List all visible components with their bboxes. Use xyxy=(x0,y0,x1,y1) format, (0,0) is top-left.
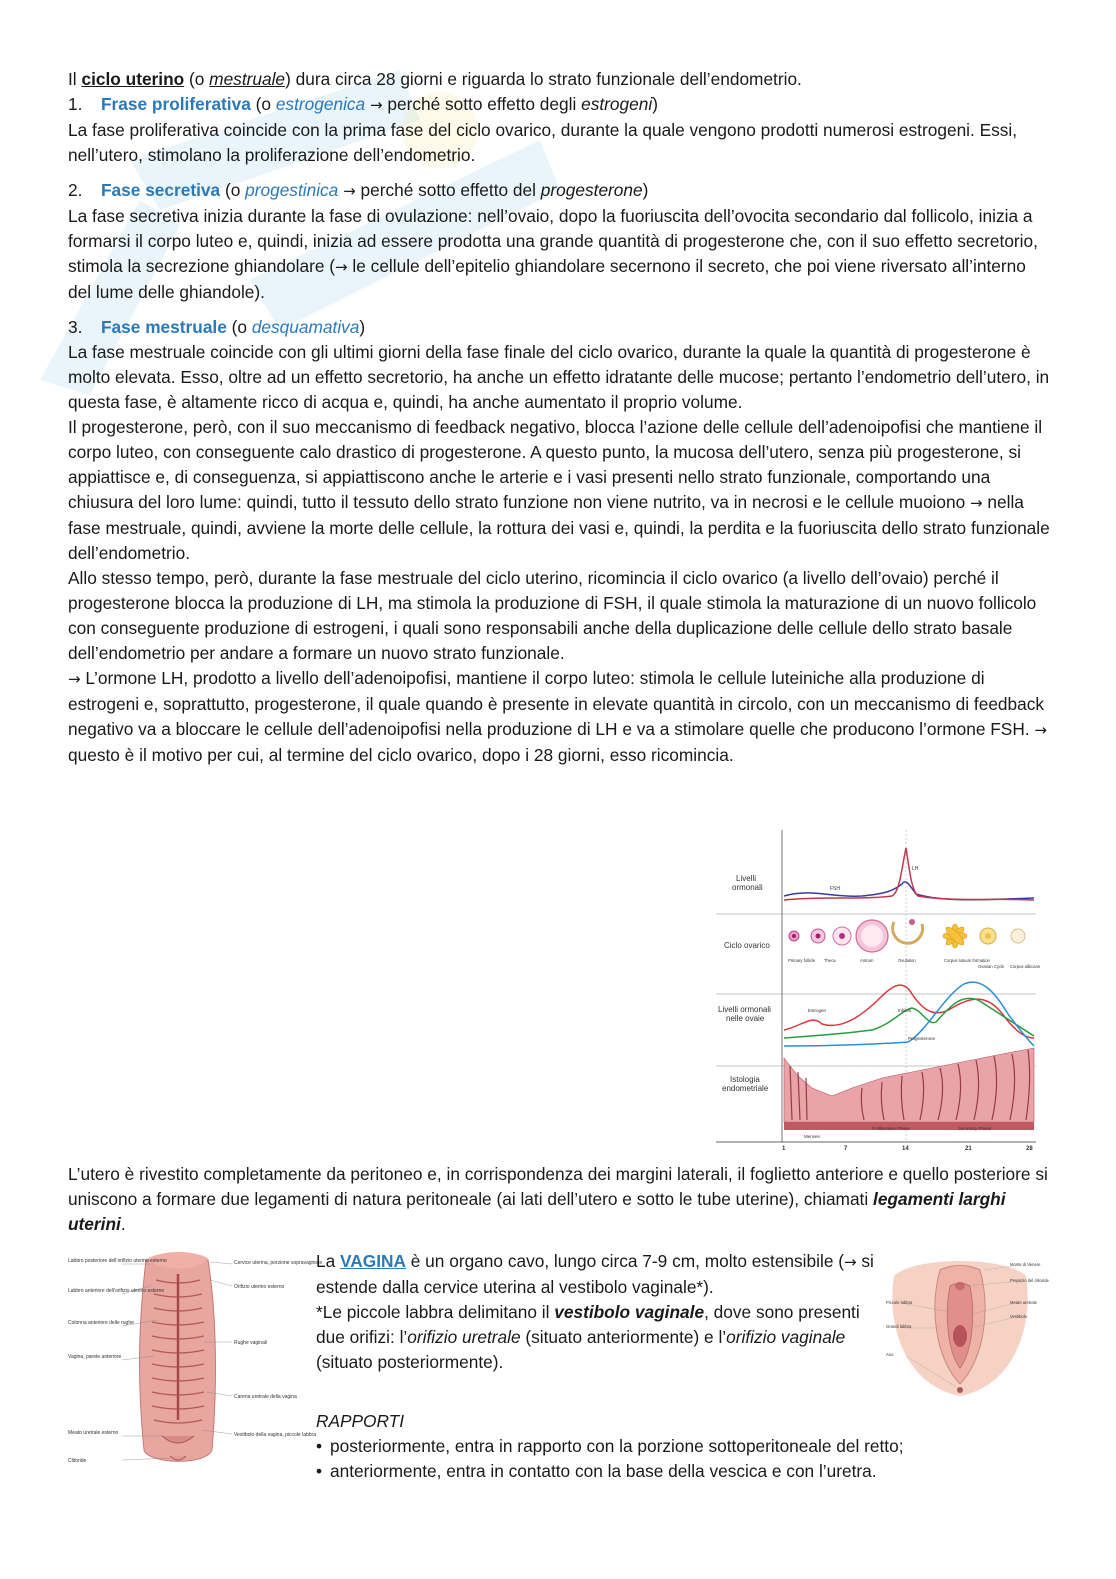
phase1-body: La fase proliferativa coincide con la prima fase del ciclo ovarico, durante la quale vengono prodotti numerosi estrogeni. Essi, nell’utero, stimolano la proliferazione dell’endometrio. xyxy=(68,120,1018,165)
vulva-label-l2: Grandi labbra xyxy=(886,1324,912,1329)
phase2-body-b: le cellule dell’epitelio ghiandolare secernono il secreto, che poi viene riversato all’interno del lume delle ghiandole). xyxy=(68,256,1026,302)
estrogen-label: Estrogen xyxy=(808,1008,827,1013)
phase3-title: Fase mestruale xyxy=(101,317,227,337)
note-d: (situato posteriormente). xyxy=(316,1352,504,1372)
vagina-note xyxy=(316,1300,876,1375)
inhibin-label: Inhibin xyxy=(898,1008,912,1013)
vag-label-l1: Labbro posteriore dell’orifizio uterino esterno xyxy=(68,1258,167,1264)
phase2-hormone: progesterone xyxy=(540,180,643,200)
term-vagina: VAGINA xyxy=(340,1251,406,1271)
phase3-heading xyxy=(68,315,1053,340)
term-vestibolo: vestibolo vaginale xyxy=(554,1302,705,1322)
vagina-la: La xyxy=(316,1251,341,1271)
vagina-definition xyxy=(316,1249,876,1300)
vulva-label-r1: Monte di Venere xyxy=(1010,1262,1041,1267)
arrow-icon: → xyxy=(335,258,348,276)
note-c: (situato anteriormente) e l’ xyxy=(520,1327,727,1347)
phase3-close: ) xyxy=(359,317,366,337)
rapporti-item xyxy=(316,1459,1056,1484)
phase1-heading xyxy=(68,92,1053,118)
vulva-label-l3: Ano xyxy=(886,1352,894,1357)
row-label-ovary-hormones-1: Livelli ormonali xyxy=(718,1005,771,1014)
phase1-title: Frase proliferativa xyxy=(101,94,251,114)
phase1-mid: perché sotto effetto degli xyxy=(382,94,582,114)
row-label-ovary-hormones-2: nelle ovaie xyxy=(726,1014,765,1023)
term-orifizio-vaginale: orifizio vaginale xyxy=(726,1327,846,1347)
vulva-label-l1: Piccole labbra xyxy=(886,1300,913,1305)
utero-end: . xyxy=(120,1214,126,1234)
ovarian-stages xyxy=(789,919,1025,952)
phase-proliferative: Proliferative Phase xyxy=(872,1126,910,1131)
phase-secretory: Secretory Phase xyxy=(958,1126,992,1131)
day-14: 14 xyxy=(902,1146,909,1152)
vulva-illustration xyxy=(884,1256,1049,1398)
phase3-body4-text: L’ormone LH, prodotto a livello dell’adenoipofisi, mantiene il corpo luteo: stimola le cellule luteiniche alla produzione di estrogeni e, soprattutto, progesterone, il quale quando è presente in elevate quantità in circolo, con un meccanismo di feedback negativo va a bloccare le cellule dell’adenoipofisi nella produzione di LH e va a stimolare quelle che producono l’ormone FSH. xyxy=(68,668,1045,739)
note-b: , dove sono presenti due orifizi: l’ xyxy=(316,1302,860,1347)
term-ciclo-uterino: ciclo uterino xyxy=(81,69,185,89)
phase1-open: (o xyxy=(250,94,276,114)
intro-paragraph xyxy=(68,67,1053,92)
phase3-body1: La fase mestruale coincide con gli ultimi giorni della fase finale del ciclo ovarico, durante la quale la quantità di progesterone è molto elevata. Esso, oltre ad un effetto secretorio, ha anche un effetto idratante delle mucose; pertanto l’endometrio dell’utero, in questa fase, è altamente ricco di acqua e, quindi, ha anche aumentato il proprio volume. xyxy=(68,342,1050,412)
rapporti-section xyxy=(316,1409,1056,1484)
utero-text: L’utero è rivestito completamente da peritoneo e, in corrispondenza dei margini laterali, il foglietto anteriore e quello posteriore si uniscono a formare due legamenti di natura peritoneale (ai lati dell’utero e sotto le tube uterine), chiamati xyxy=(68,1164,1048,1209)
vagina-section-illustration xyxy=(66,1250,323,1472)
phase2-close: ) xyxy=(642,180,649,200)
lh-label: LH xyxy=(912,866,919,872)
vulva-label-r4: Vestibolo xyxy=(1010,1314,1027,1319)
term-mestruale: mestruale xyxy=(209,69,286,89)
stage-theca: Theca xyxy=(824,958,836,963)
phase3-body2-a: Il progesterone, però, con il suo meccanismo di feedback negativo, blocca l’azione delle cellule dell’adenoipofisi che mantiene il corpo luteo, con conseguente calo drastico di progesterone. A questo punto, la mucosa dell’utero, senza più progesterone, si appiattisce e, di conseguenza, si appiattiscono anche le arterie e i vasi presenti nello strato funzionale, comportando una chiusura del loro lume: quindi, tutto il tessuto dello strato funzione non viene nutrito, va in necrosi e le cellule muoiono xyxy=(68,417,1043,512)
arrow-icon: → xyxy=(1034,721,1047,739)
phase1-hormone: estrogeni xyxy=(581,94,653,114)
note-a: *Le piccole labbra delimitano il xyxy=(316,1302,555,1322)
fsh-curve xyxy=(784,882,1034,900)
arrow-icon: → xyxy=(843,1253,857,1271)
term-legamenti-larghi: legamenti larghi uterini xyxy=(68,1189,1006,1234)
phase2-open: (o xyxy=(220,180,246,200)
stage-corpus-albicans: Corpus albicans xyxy=(1010,964,1041,969)
intro-prefix: Il xyxy=(68,69,82,89)
rapporti-item xyxy=(316,1434,1056,1459)
phase3-open: (o xyxy=(226,317,252,337)
row-label-hormone-1: Livelli xyxy=(736,874,757,883)
phase2-body-a: La fase secretiva inizia durante la fase di ovulazione: nell’ovaio, dopo la fuoriuscita dell’ovocita secondario dal follicolo, inizia a formarsi il corpo luteo e, quindi, inizia ad essere prodotta una grande quantità di progesterone che, con il suo effetto secretorio, stimola la secrezione ghiandolare ( xyxy=(68,206,1038,276)
inhibin-curve xyxy=(784,998,1034,1038)
phase3-number: 3. xyxy=(68,317,83,337)
stage-ovulation: Ovulation xyxy=(898,958,916,963)
row-label-hormone-2: ormonali xyxy=(732,883,763,892)
phase2-alt: progestinica xyxy=(245,180,339,200)
arrow-icon: → xyxy=(369,96,383,114)
menstrual-cycle-figure xyxy=(712,826,1040,1152)
phase3-alt: desquamativa xyxy=(251,317,360,337)
vag-label-l4: Vagina, parete anteriore xyxy=(68,1354,122,1360)
fsh-label: FSH xyxy=(830,886,840,892)
day-28: 28 xyxy=(1026,1146,1033,1152)
stage-primary-follicle: Primary follicle xyxy=(788,958,816,963)
main-text xyxy=(68,67,1053,768)
stage-corpus-luteum: Corpus luteum formation xyxy=(944,958,990,963)
rapporti-item-text: anteriormente, entra in contatto con la base della vescica e con l’uretra. xyxy=(330,1461,877,1481)
phase2-number: 2. xyxy=(68,180,83,200)
phase3-body4 xyxy=(68,666,1053,768)
stage-antrum: Antrum xyxy=(860,958,874,963)
phase3-body2-b: nella fase mestruale, quindi, avviene la morte delle cellule, la rottura dei vasi e, quindi, la perdita e la fuoriuscita dello strato funzionale dell’endometrio. xyxy=(68,492,1050,563)
phase2-title: Fase secretiva xyxy=(101,180,221,200)
intro-rest: ) dura circa 28 giorni e riguarda lo strato funzionale dell’endometrio. xyxy=(285,69,802,89)
vag-label-l6: Clitoride xyxy=(68,1458,87,1464)
phase3-body3: Allo stesso tempo, però, durante la fase mestruale del ciclo uterino, ricomincia il ciclo ovarico (a livello dell’ovaio) perché il progesterone blocca la produzione di LH, ma stimola la produzione di FSH, il quale stimola la maturazione di un nuovo follicolo con conseguente produzione di estrogeni, i quali sono responsabili anche della duplicazione delle cellule dello strato basale dell’endometrio per andare a formare un nuovo strato funzionale. xyxy=(68,568,1037,663)
progesterone-label: Progesterone xyxy=(908,1036,936,1041)
row-label-histology-1: Istologia xyxy=(730,1075,760,1084)
day-7: 7 xyxy=(844,1146,848,1152)
arrow-icon: → xyxy=(343,182,356,200)
vulva-label-r2: Prepuzio del clitoride xyxy=(1010,1278,1049,1283)
bullet-icon: • xyxy=(316,1461,323,1481)
utero-paragraph xyxy=(68,1162,1053,1237)
phase3-body2 xyxy=(68,415,1053,566)
vag-label-r3: Rughe vaginali xyxy=(234,1340,268,1346)
vag-label-r5: Vestibolo della vagina, piccole labbra xyxy=(234,1432,316,1438)
rapporti-title: RAPPORTI xyxy=(316,1411,405,1431)
arrow-icon: → xyxy=(68,670,81,688)
day-1: 1 xyxy=(782,1146,786,1152)
vagina-text xyxy=(316,1249,876,1375)
vag-label-r2: Orifizio uterino esterno xyxy=(234,1284,285,1290)
row-label-histology-2: endometriale xyxy=(722,1084,769,1093)
bullet-icon: • xyxy=(316,1436,323,1456)
phase2-body xyxy=(68,204,1053,305)
vag-label-l3: Colonna anteriore delle rughe xyxy=(68,1320,134,1326)
vagina-text2: si estende dalla cervice uterina al vestibolo vaginale*). xyxy=(316,1251,874,1297)
phase1-alt: estrogenica xyxy=(275,94,366,114)
arrow-icon: → xyxy=(970,494,983,512)
lh-curve xyxy=(784,848,1034,900)
stage-ovarian-cycle: Ovarian Cycle xyxy=(978,964,1005,969)
phase2-heading xyxy=(68,178,1053,204)
phase-menses: Menses xyxy=(804,1134,820,1139)
vag-label-r4: Carena uretrale della vagina xyxy=(234,1394,297,1400)
phase1-close: ) xyxy=(652,94,658,114)
vulva-label-r3: Meato uretrale xyxy=(1010,1300,1037,1305)
endometrium-histology xyxy=(784,1048,1034,1130)
vag-label-l5: Meato uretrale esterno xyxy=(68,1430,119,1436)
phase2-mid: perché sotto effetto del xyxy=(355,180,541,200)
row-label-ovarian-cycle: Ciclo ovarico xyxy=(724,941,770,950)
vag-label-l2: Labbro anteriore dell’orifizio uterino esterno xyxy=(68,1288,165,1294)
phase3-body5-text: questo è il motivo per cui, al termine del ciclo ovarico, dopo i 28 giorni, esso ricomincia. xyxy=(68,745,734,765)
intro-open: (o xyxy=(184,69,210,89)
day-21: 21 xyxy=(965,1146,972,1152)
phase1-number: 1. xyxy=(68,94,83,114)
vag-label-r1: Cervice uterina, porzione sopravaginale xyxy=(234,1260,323,1266)
rapporti-item-text: posteriormente, entra in rapporto con la porzione sottoperitoneale del retto; xyxy=(330,1436,904,1456)
term-orifizio-uretrale: orifizio uretrale xyxy=(407,1327,521,1347)
vagina-text1: è un organo cavo, lungo circa 7-9 cm, molto estensibile ( xyxy=(405,1251,844,1271)
